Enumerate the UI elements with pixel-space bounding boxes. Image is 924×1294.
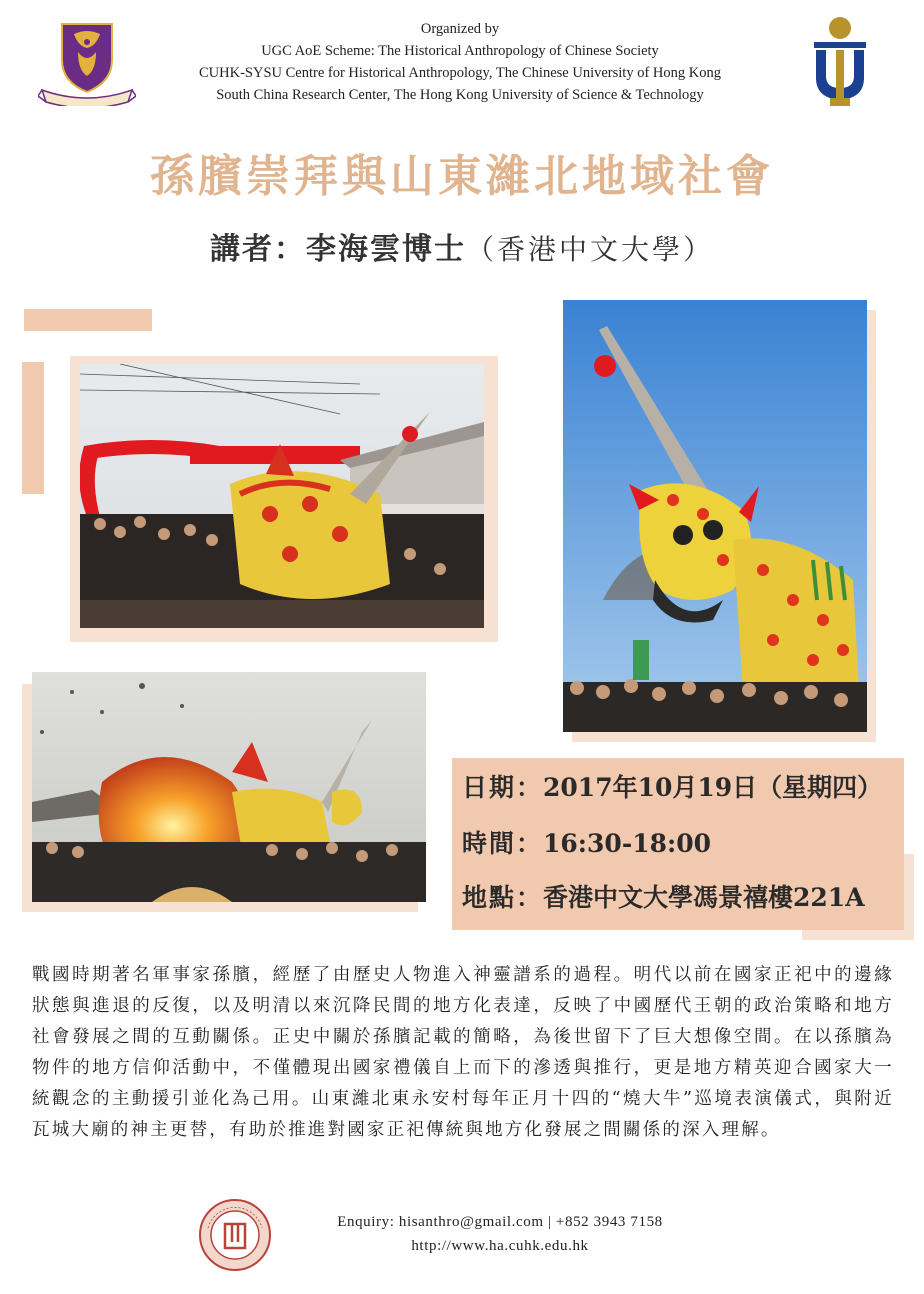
burning-ox-figure-photo [563, 300, 867, 732]
date-value: 2017年10月19日（星期四） [543, 773, 883, 802]
date-label: 日期： [462, 773, 544, 802]
decor-block [24, 309, 152, 331]
venue-row [462, 878, 865, 914]
time-row [462, 824, 711, 860]
organizer-line-3: South China Research Center, The Hong Kong University of Science & Technology [216, 87, 704, 103]
decor-block [22, 362, 44, 494]
speaker-line [0, 224, 924, 268]
time-label: 時間： [462, 829, 544, 858]
organizer-line-2: CUHK-SYSU Centre for Historical Anthropology, The Chinese University of Hong Kong [199, 65, 721, 81]
organizer-block [160, 18, 760, 106]
speaker-label: 講者： [209, 232, 306, 267]
festival-crowd-photo [80, 364, 484, 628]
venue-value: 香港中文大學馮景禧樓221A [543, 883, 865, 912]
speaker-name: 李海雲博士 [305, 232, 466, 267]
venue-label: 地點： [462, 883, 544, 912]
abstract-text: 戰國時期著名軍事家孫臏，經歷了由歷史人物進入神靈譜系的過程。明代以前在國家正祀中的邊緣狀態與進退的反復，以及明清以來沉降民間的地方化表達，反映了中國歷代王朝的政治策略和地方社會發展之間的互動關係。正史中關於孫臏記載的簡略，為後世留下了巨大想像空間。在以孫臏為物件的地方信仰活動中，不僅體現出國家禮儀自上而下的滲透與推行，更是地方精英迎合國家大一統觀念的主動援引並化為己用。山東濰北東永安村每年正月十四的“燒大牛”巡境表演儀式，與附近瓦城大廟的神主更替，有助於推進對國家正祀傳統與地方化發展之間關係的深入理解。 [32, 965, 894, 1140]
hkust-logo-icon [810, 16, 870, 108]
organizer-heading: Organized by [420, 21, 500, 37]
website-link[interactable]: http://www.ha.cuhk.edu.hk [411, 1238, 589, 1254]
organizer-line-1: UGC AoE Scheme: The Historical Anthropology of Chinese Society [261, 43, 659, 59]
speaker-institution: （香港中文大學） [465, 233, 714, 266]
event-title: 孫臏崇拜與山東濰北地域社會 [150, 151, 774, 202]
historical-anthropology-seal-icon [198, 1198, 272, 1272]
burning-ritual-photo [32, 672, 426, 902]
cuhk-crest-icon [38, 20, 136, 106]
time-value: 16:30-18:00 [543, 829, 712, 858]
footer-contact [290, 1210, 710, 1258]
enquiry-line: Enquiry: hisanthro@gmail.com | +852 3943 7158 [337, 1214, 663, 1230]
event-details-panel [452, 758, 904, 930]
date-row [462, 768, 882, 804]
